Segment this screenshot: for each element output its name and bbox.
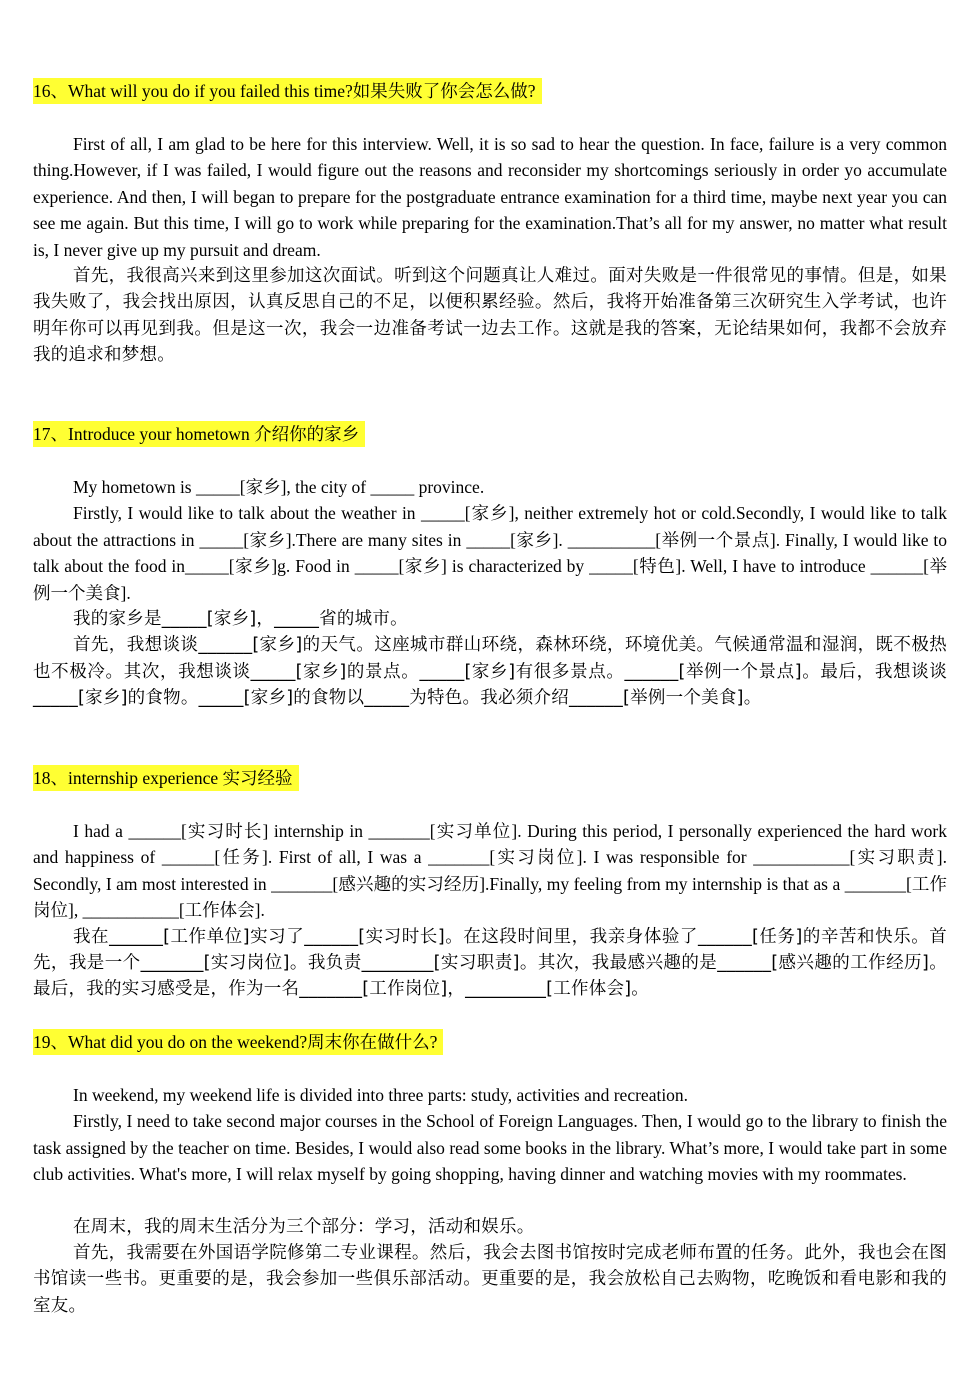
answer-paragraph-en: In weekend, my weekend life is divided into three parts: study, activities and recreation. <box>73 1085 689 1105</box>
answer-paragraph-zh: 首先，我想谈谈______[家乡]的天气。这座城市群山环绕，森林环绕，环境优美。气候通常温和湿润，既不极热也不极冷。其次，我想谈谈_____[家乡]的景点。_____[家乡]有很多景点。______[举例一个景点]。最后，我想谈谈_____[家乡]的食物。_____[家乡]的食物以_____为特色。我必须介绍______[举例一个美食]。 <box>33 635 947 709</box>
section-heading: 16、What will you do if you failed this time?如果失败了你会怎么做? <box>33 78 542 104</box>
answer-paragraph-zh: 首先，我需要在外国语学院修第二专业课程。然后，我会去图书馆按时完成老师布置的任务。此外，我也会在图书馆读一些书。更重要的是，我会参加一些俱乐部活动。更重要的是，我会放松自己去购物，吃晚饭和看电影和我的室友。 <box>33 1243 947 1316</box>
answer-paragraph-en: I had a ______[实习时长] internship in _______[实习单位]. During this period, I personally experienced the hard work and happiness of ______[任务]. First of all, I was a _______[实习岗位]. I was responsible for ___________[实习职责]. Secondly, I am most interested in _______[感兴趣的实习经历].Finally, my feeling from my internship is that as a _______[工作岗位], ___________[工作体会]. <box>33 821 947 921</box>
section-19 <box>33 1029 947 1319</box>
section-heading: 18、internship experience 实习经验 <box>33 765 299 791</box>
answer-paragraph-zh: 在周末，我的周末生活分为三个部分：学习，活动和娱乐。 <box>73 1216 535 1237</box>
answer-paragraph-en: My hometown is _____[家乡], the city of _____ province. <box>73 477 485 497</box>
answer-paragraph-zh: 我的家乡是_____[家乡]，_____省的城市。 <box>73 609 408 630</box>
answer-paragraph-zh: 我在______[工作单位]实习了______[实习时长]。在这段时间里，我亲身体验了______[任务]的辛苦和快乐。首先，我是一个_______[实习岗位]。我负责________[实习职责]。其次，我最感兴趣的是______[感兴趣的工作经历]。最后，我的实习感受是，作为一名_______[工作岗位]，_________[工作体会]。 <box>33 926 947 1000</box>
section-heading: 19、What did you do on the weekend?周末你在做什么? <box>33 1029 443 1055</box>
section-18 <box>33 765 947 1003</box>
answer-paragraph-en: First of all, I am glad to be here for this interview. Well, it is so sad to hear the question. In face, failure is a very common thing.However, if I was failed, I would figure out the reasons and reconsider my shortcomings seriously in order yo accumulate experience. And then, I will began to prepare for the postgraduate entrance examination for a third time, maybe next year you can see me again. But this time, I will go to work while preparing for the examination.That’s all for my answer, no matter what result is, I never give up my pursuit and dream. <box>33 134 947 260</box>
answer-paragraph-en: Firstly, I need to take second major courses in the School of Foreign Languages. Then, I would go to the library to finish the task assigned by the teacher on time. Besides, I would also read some books in the library. What’s more, I would take part in some club activities. What's more, I will relax myself by going shopping, having dinner and watching movies with my roommates. <box>33 1111 947 1185</box>
answer-paragraph-en: Firstly, I would like to talk about the weather in _____[家乡], neither extremely hot or cold.Secondly, I would like to talk about the attractions in _____[家乡].There are many sites in _____[家乡]. __________[举例一个景点]. Finally, I would like to talk about the food in_____[家乡]g. Food in _____[家乡] is characterized by _____[特色]. Well, I have to introduce ______[举例一个美食]. <box>33 503 947 603</box>
section-17 <box>33 421 947 712</box>
section-16 <box>33 78 947 369</box>
section-heading: 17、Introduce your hometown 介绍你的家乡 <box>33 421 365 447</box>
answer-paragraph-zh: 首先，我很高兴来到这里参加这次面试。听到这个问题真让人难过。面对失败是一件很常见的事情。但是，如果我失败了，我会找出原因，认真反思自己的不足，以便积累经验。然后，我将开始准备第三次研究生入学考试，也许明年你可以再见到我。但是这一次，我会一边准备考试一边去工作。这就是我的答案，无论结果如何，我都不会放弃我的追求和梦想。 <box>33 266 947 366</box>
